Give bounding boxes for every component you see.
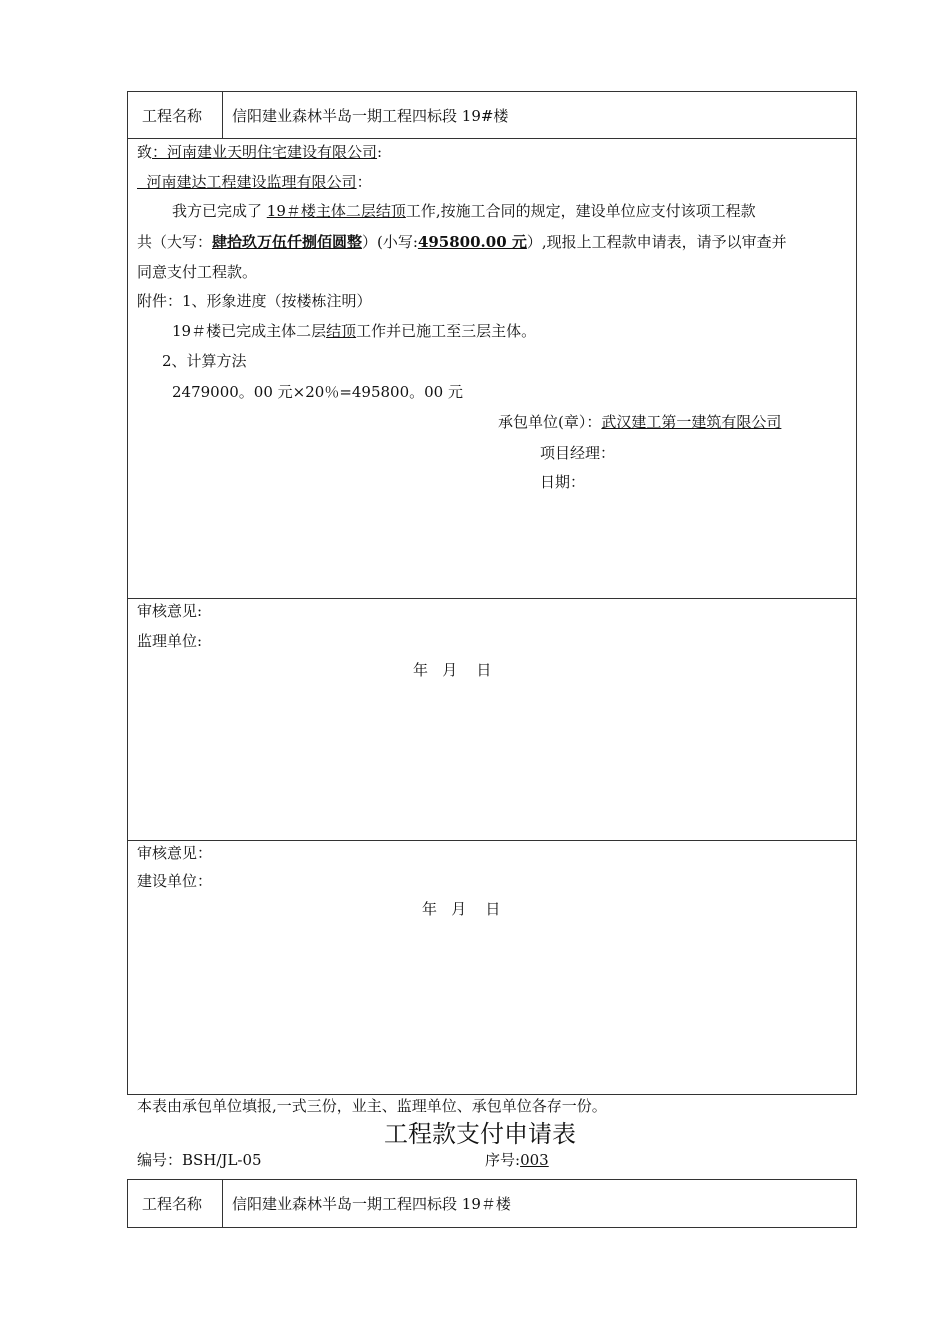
work-item: 19＃楼主体二层结顶 xyxy=(266,202,406,220)
body-line-3: 同意支付工程款。 xyxy=(137,263,258,281)
owner-date: 年 月 日 xyxy=(422,900,501,918)
owner-review-section xyxy=(127,840,857,1095)
form-title: 工程款支付申请表 xyxy=(384,1120,576,1148)
contractor-line: 承包单位(章）：武汉建工第一建筑有限公司 xyxy=(498,413,782,431)
footnote: 本表由承包单位填报,一式三份，业主、监理单位、承包单位各存一份。 xyxy=(137,1097,607,1115)
body-line-1: 我方已完成了 19＃楼主体二层结顶工作,按施工合同的规定，建设单位应支付该项工程款 xyxy=(172,202,756,220)
addressee-line-2: 河南建达工程建设监理有限公司： xyxy=(137,172,372,192)
addressee-company-1: ：河南建业天明住宅建设有限公司 xyxy=(152,143,378,161)
serial-number: 003 xyxy=(520,1151,549,1169)
project-label-2: 工程名称 xyxy=(142,1195,203,1213)
project-label: 工程名称 xyxy=(142,107,203,125)
project-manager-label: 项目经理： xyxy=(540,444,616,462)
review-label-2: 审核意见： xyxy=(137,844,213,862)
project-row xyxy=(127,91,857,139)
application-date-label: 日期： xyxy=(540,473,586,491)
contractor-name: 武汉建工第一建筑有限公司 xyxy=(601,413,782,431)
project-divider-2 xyxy=(222,1180,223,1227)
supervisor-unit-label: 监理单位: xyxy=(137,632,203,650)
form-serial: 序号:003 xyxy=(485,1151,549,1169)
progress-line: 19＃楼已完成主体二层结顶工作并已施工至三层主体。 xyxy=(172,322,537,340)
form-code: 编号：BSH/JL-05 xyxy=(137,1151,262,1169)
supervisor-date: 年 月 日 xyxy=(413,661,492,679)
addressee-line-1: 致：河南建业天明住宅建设有限公司: xyxy=(137,143,383,161)
application-section xyxy=(127,138,857,599)
project-value: 信阳建业森林半岛一期工程四标段 19#楼 xyxy=(232,107,509,125)
calc-title: 2、计算方法 xyxy=(162,352,247,370)
attachment-line: 附件：1、形象进度（按楼栋注明） xyxy=(137,292,372,310)
project-value-2: 信阳建业森林半岛一期工程四标段 19＃楼 xyxy=(232,1195,511,1213)
amount-chinese: 肆拾玖万伍仟捌佰圆整 xyxy=(212,233,363,251)
project-row-2 xyxy=(127,1179,857,1228)
review-label-1: 审核意见: xyxy=(137,602,203,620)
body-line-2: 共（大写：肆拾玖万伍仟捌佰圆整）(小写:495800.00 元）,现报上工程款申请表，请予以审查并 xyxy=(137,233,787,251)
addressee-company-2: 河南建达工程建设监理有限公司 xyxy=(146,173,357,191)
supervisor-review-section xyxy=(127,598,857,841)
calc-formula: 2479000。00 元×20％=495800。00 元 xyxy=(172,383,463,401)
project-divider xyxy=(222,92,223,138)
owner-unit-label: 建设单位： xyxy=(137,872,213,890)
amount-number: 495800.00 元 xyxy=(417,233,527,251)
